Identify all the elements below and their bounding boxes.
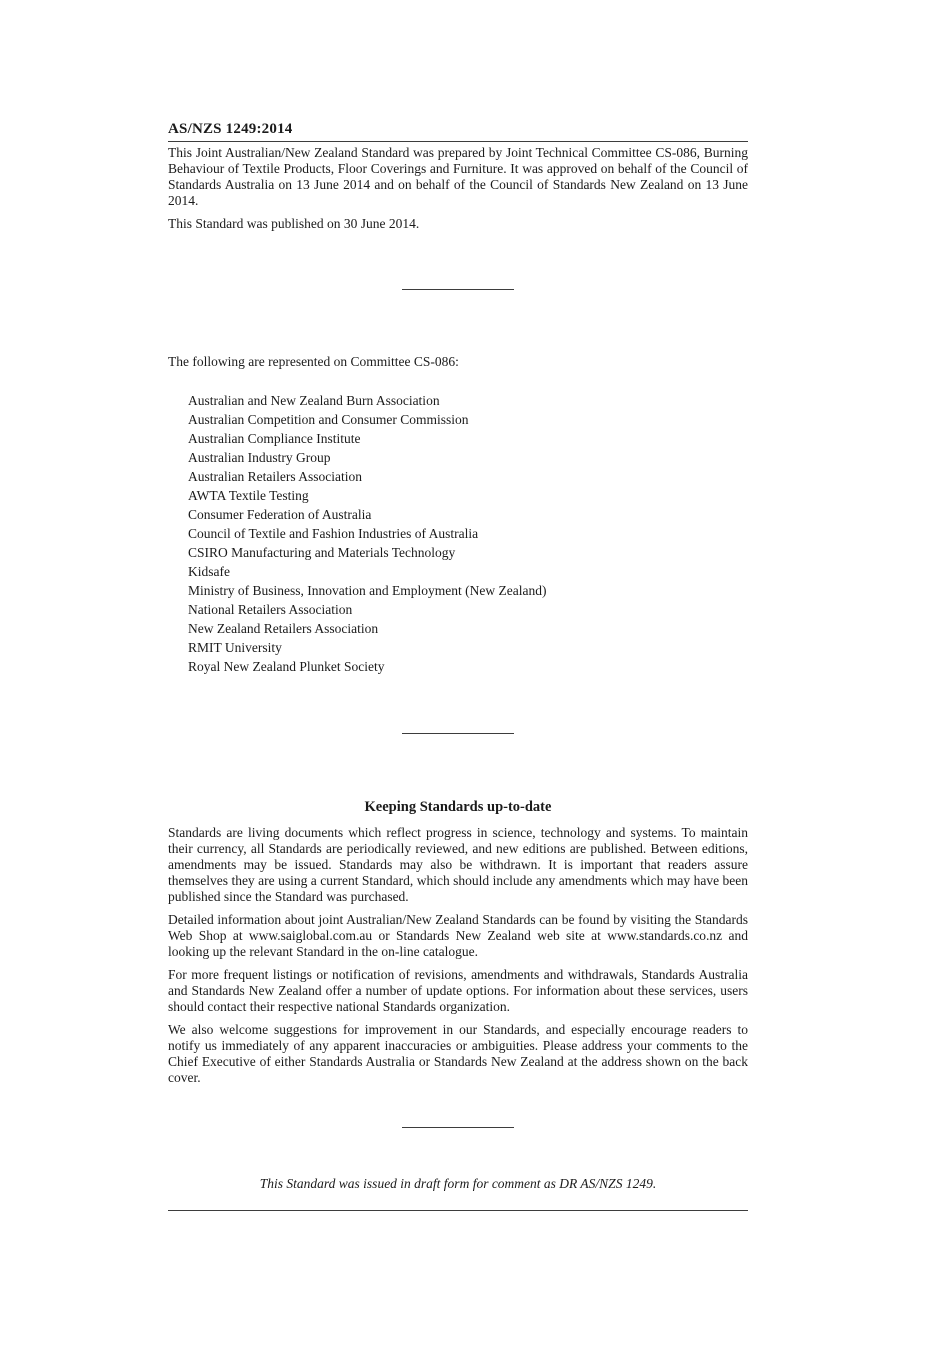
publication-date-line: This Standard was published on 30 June 2014. <box>168 216 420 231</box>
committee-member: AWTA Textile Testing <box>188 488 309 503</box>
short-divider-line <box>402 1127 514 1128</box>
committee-member: RMIT University <box>188 640 282 655</box>
committee-member: Australian and New Zealand Burn Association <box>188 393 440 408</box>
section-divider-3 <box>168 1118 748 1136</box>
committee-member: New Zealand Retailers Association <box>188 621 379 636</box>
committee-member: Council of Textile and Fashion Industries of Australia <box>188 526 479 541</box>
committee-member: Australian Compliance Institute <box>188 431 361 446</box>
section-divider-1 <box>168 280 748 298</box>
committee-member: CSIRO Manufacturing and Materials Technology <box>188 545 456 560</box>
committee-intro: The following are represented on Committee CS-086: <box>168 354 459 369</box>
committee-member: Australian Competition and Consumer Commission <box>188 412 469 427</box>
document-title: AS/NZS 1249:2014 <box>168 121 293 137</box>
committee-member-list <box>168 391 748 676</box>
preparation-paragraph: This Joint Australian/New Zealand Standard was prepared by Joint Technical Committee CS-086, Burning Behaviour of Textile Products, Floor Coverings and Furniture. It was approved on behalf of the Council of Standards Australia on 13 June 2014 and on behalf of the Council of Standards New Zealand on 13 June 2014. <box>168 145 748 208</box>
committee-member: Kidsafe <box>188 564 230 579</box>
footer-rule <box>168 1210 748 1211</box>
keeping-standards-paragraph: Detailed information about joint Australian/New Zealand Standards can be found by visiting the Standards Web Shop at www.saiglobal.com.au or Standards New Zealand web site at www.standards.co.nz and looking up the relevant Standard in the on-line catalogue. <box>168 912 748 959</box>
header-rule <box>168 141 748 142</box>
committee-member: Australian Retailers Association <box>188 469 362 484</box>
keeping-standards-paragraph: We also welcome suggestions for improvement in our Standards, and especially encourage readers to notify us immediately of any apparent inaccuracies or ambiguities. Please address your comments to the Chief Executive of either Standards Australia or Standards New Zealand at the address shown on the back cover. <box>168 1022 748 1085</box>
committee-member: Ministry of Business, Innovation and Employment (New Zealand) <box>188 583 547 598</box>
short-divider-line <box>402 733 514 734</box>
keeping-standards-paragraph: Standards are living documents which reflect progress in science, technology and systems. To maintain their currency, all Standards are periodically reviewed, and new editions are published. Between editions, amendments may be issued. Standards may also be withdrawn. It is important that readers assure themselves they are using a current Standard, which should include any amendments which may have been published since the Standard was purchased. <box>168 825 748 904</box>
committee-member: National Retailers Association <box>188 602 353 617</box>
committee-member: Australian Industry Group <box>188 450 331 465</box>
keeping-standards-heading: Keeping Standards up-to-date <box>364 799 552 815</box>
committee-member: Royal New Zealand Plunket Society <box>188 659 385 674</box>
section-divider-2 <box>168 724 748 742</box>
draft-comment-note: This Standard was issued in draft form for comment as DR AS/NZS 1249. <box>259 1176 657 1191</box>
committee-member: Consumer Federation of Australia <box>188 507 372 522</box>
short-divider-line <box>402 289 514 290</box>
document-content <box>168 120 748 1211</box>
keeping-standards-paragraph: For more frequent listings or notification of revisions, amendments and withdrawals, Standards Australia and Standards New Zealand offer a number of update options. For information about these services, users should contact their respective national Standards organization. <box>168 967 748 1014</box>
